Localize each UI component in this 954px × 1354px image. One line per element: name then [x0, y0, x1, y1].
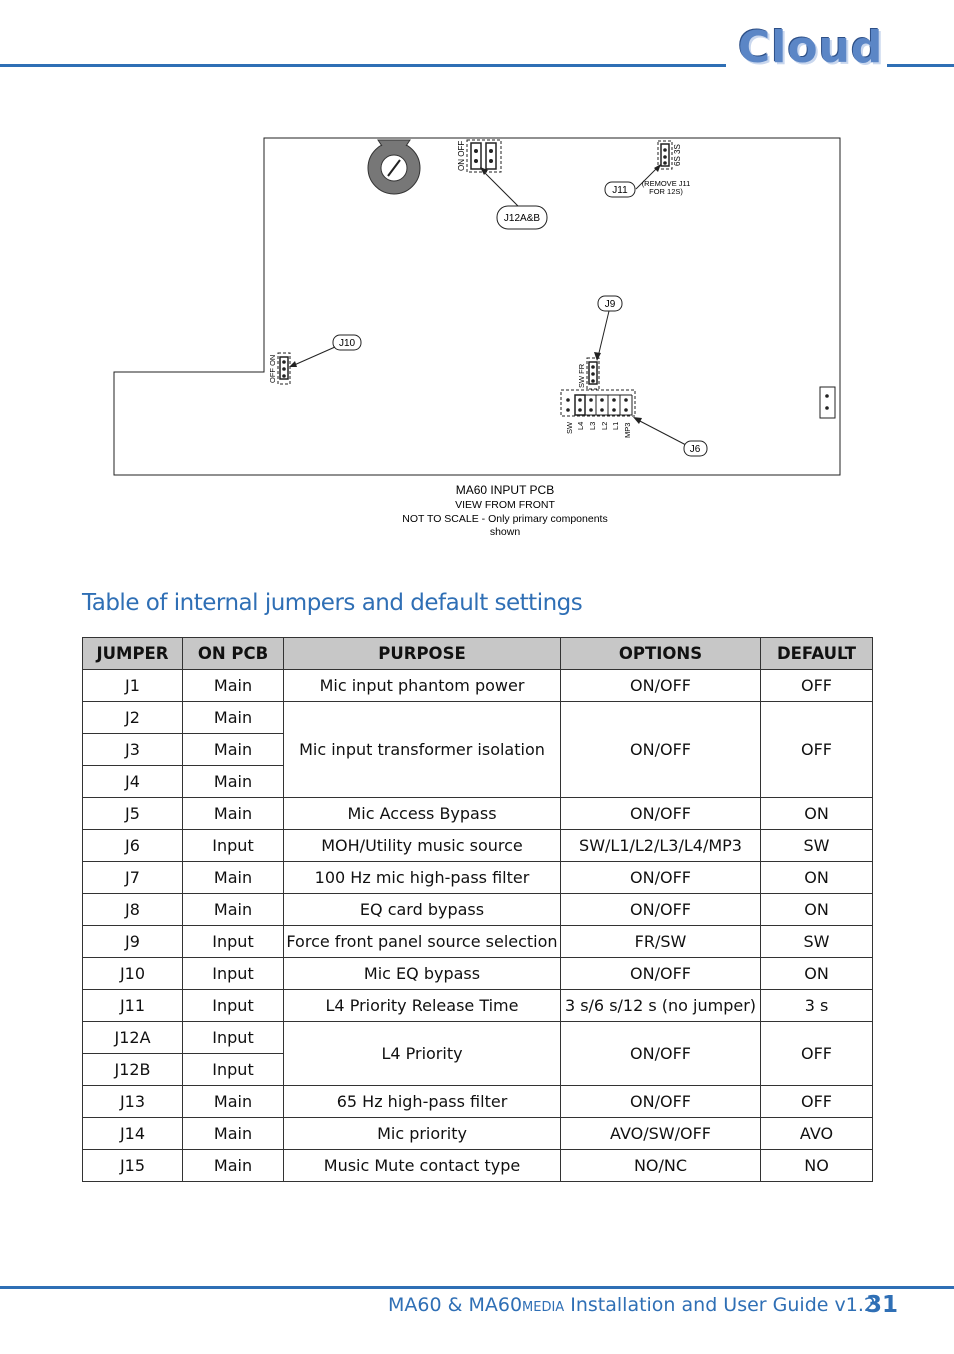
- table-row: [83, 1022, 873, 1054]
- j6-callout: J6: [689, 444, 701, 455]
- j6-pin-l3: L3: [588, 421, 597, 430]
- purpose-cell: MOH/Utility music source: [284, 830, 561, 862]
- default-cell: OFF: [761, 1086, 873, 1118]
- j12-switch-label: ON OFF: [457, 140, 466, 171]
- purpose-cell: 65 Hz high-pass filter: [284, 1086, 561, 1118]
- jumper-settings-table: [82, 637, 873, 1182]
- j11-options-label: 6S 3S: [673, 144, 682, 166]
- header-purpose: PURPOSE: [284, 638, 561, 670]
- table-row: [83, 1086, 873, 1118]
- pcb-cell: Main: [183, 766, 284, 798]
- default-cell: ON: [761, 798, 873, 830]
- pcb-diagram: [0, 0, 954, 560]
- footer-title-suffix: Installation and User Guide v1.2: [564, 1294, 876, 1316]
- default-cell: SW: [761, 830, 873, 862]
- jumper-cell: J8: [83, 894, 183, 926]
- options-cell: AVO/SW/OFF: [561, 1118, 761, 1150]
- j6-pin-l4: L4: [576, 421, 585, 430]
- table-row: [83, 894, 873, 926]
- jumper-cell: J10: [83, 958, 183, 990]
- options-cell: ON/OFF: [561, 798, 761, 830]
- pcb-cell: Input: [183, 926, 284, 958]
- potentiometer-icon: [368, 140, 420, 194]
- pcb-cell: Main: [183, 1086, 284, 1118]
- jumper-cell: J12B: [83, 1054, 183, 1086]
- j6-pin-sw: SW: [565, 421, 574, 434]
- default-cell: AVO: [761, 1118, 873, 1150]
- pcb-cell: Input: [183, 990, 284, 1022]
- j6-pin-l2: L2: [600, 421, 609, 430]
- default-cell: ON: [761, 862, 873, 894]
- pcb-cell: Input: [183, 958, 284, 990]
- jumper-cell: J6: [83, 830, 183, 862]
- table-row: [83, 830, 873, 862]
- pcb-cell: Input: [183, 1054, 284, 1086]
- pcb-cell: Input: [183, 830, 284, 862]
- table-header-row: [83, 638, 873, 670]
- jumper-cell: J3: [83, 734, 183, 766]
- page-number: 31: [866, 1292, 899, 1318]
- j6-pin-l1: L1: [611, 421, 620, 430]
- footer-title-prefix: MA60 & MA60: [388, 1294, 523, 1316]
- options-cell: ON/OFF: [561, 1022, 761, 1086]
- j9-options-label: SW FR: [577, 363, 586, 388]
- jumper-cell: J2: [83, 702, 183, 734]
- header-on-pcb: ON PCB: [183, 638, 284, 670]
- j11-jumper-block: [658, 141, 682, 169]
- j12-jumper-block: [457, 140, 501, 172]
- j11-callout: J11: [612, 185, 628, 196]
- table-row: [83, 1150, 873, 1182]
- purpose-cell: Mic Access Bypass: [284, 798, 561, 830]
- table-row: [83, 702, 873, 734]
- options-cell: ON/OFF: [561, 958, 761, 990]
- j9-callout: J9: [604, 299, 616, 310]
- purpose-cell: Force front panel source selection: [284, 926, 561, 958]
- pcb-cell: Input: [183, 1022, 284, 1054]
- jumper-cell: J14: [83, 1118, 183, 1150]
- diagram-caption-shown: shown: [489, 526, 521, 538]
- default-cell: OFF: [761, 1022, 873, 1086]
- pcb-outline: [114, 138, 840, 475]
- j6-jumper-block: [561, 390, 635, 438]
- jumper-cell: J1: [83, 670, 183, 702]
- default-cell: OFF: [761, 670, 873, 702]
- table-row: [83, 990, 873, 1022]
- options-cell: ON/OFF: [561, 1086, 761, 1118]
- jumper-cell: J4: [83, 766, 183, 798]
- purpose-cell: L4 Priority: [284, 1022, 561, 1086]
- pcb-cell: Main: [183, 1118, 284, 1150]
- purpose-cell: Mic input transformer isolation: [284, 702, 561, 798]
- pcb-cell: Main: [183, 798, 284, 830]
- jumper-cell: J7: [83, 862, 183, 894]
- options-cell: NO/NC: [561, 1150, 761, 1182]
- jumper-cell: J15: [83, 1150, 183, 1182]
- diagram-caption-view: VIEW FROM FRONT: [455, 499, 555, 511]
- purpose-cell: Mic input phantom power: [284, 670, 561, 702]
- default-cell: ON: [761, 894, 873, 926]
- table-row: [83, 798, 873, 830]
- purpose-cell: 100 Hz mic high-pass filter: [284, 862, 561, 894]
- j10-options-label: OFF ON: [268, 354, 277, 383]
- table-row: [83, 926, 873, 958]
- j11-note-line1: (REMOVE J11: [641, 179, 691, 188]
- j10-callout: J10: [338, 338, 356, 349]
- pcb-cell: Main: [183, 702, 284, 734]
- jumper-cell: J9: [83, 926, 183, 958]
- options-cell: ON/OFF: [561, 702, 761, 798]
- purpose-cell: Mic priority: [284, 1118, 561, 1150]
- default-cell: ON: [761, 958, 873, 990]
- pcb-cell: Main: [183, 894, 284, 926]
- header-default: DEFAULT: [761, 638, 873, 670]
- purpose-cell: Music Mute contact type: [284, 1150, 561, 1182]
- diagram-caption-title: MA60 INPUT PCB: [455, 483, 555, 497]
- table-row: [83, 862, 873, 894]
- table-row: [83, 958, 873, 990]
- default-cell: 3 s: [761, 990, 873, 1022]
- options-cell: 3 s/6 s/12 s (no jumper): [561, 990, 761, 1022]
- default-cell: NO: [761, 1150, 873, 1182]
- connector-icon: [820, 387, 835, 418]
- purpose-cell: EQ card bypass: [284, 894, 561, 926]
- j12-callout: J12A&B: [503, 213, 541, 224]
- options-cell: FR/SW: [561, 926, 761, 958]
- table-row: [83, 670, 873, 702]
- footer-title-small: MEDIA: [522, 1300, 565, 1315]
- options-cell: ON/OFF: [561, 894, 761, 926]
- default-cell: OFF: [761, 702, 873, 798]
- j6-pin-mp3: MP3: [623, 422, 632, 438]
- jumper-cell: J12A: [83, 1022, 183, 1054]
- footer-title: [388, 1294, 876, 1316]
- pcb-cell: Main: [183, 734, 284, 766]
- pcb-cell: Main: [183, 862, 284, 894]
- j10-jumper-block: [268, 353, 290, 384]
- pcb-cell: Main: [183, 670, 284, 702]
- default-cell: SW: [761, 926, 873, 958]
- options-cell: SW/L1/L2/L3/L4/MP3: [561, 830, 761, 862]
- pcb-cell: Main: [183, 1150, 284, 1182]
- section-title: Table of internal jumpers and default settings: [82, 590, 583, 616]
- jumper-cell: J13: [83, 1086, 183, 1118]
- cloud-logo: Cloud: [738, 22, 884, 73]
- header-jumper: JUMPER: [83, 638, 183, 670]
- jumper-cell: J11: [83, 990, 183, 1022]
- table-row: [83, 1118, 873, 1150]
- j11-note-line2: FOR 12S): [649, 187, 683, 196]
- options-cell: ON/OFF: [561, 670, 761, 702]
- jumper-cell: J5: [83, 798, 183, 830]
- diagram-caption-scale: NOT TO SCALE - Only primary components: [402, 513, 608, 525]
- options-cell: ON/OFF: [561, 862, 761, 894]
- footer-rule: [0, 1286, 954, 1289]
- purpose-cell: Mic EQ bypass: [284, 958, 561, 990]
- purpose-cell: L4 Priority Release Time: [284, 990, 561, 1022]
- j9-jumper-block: [577, 358, 599, 389]
- header-options: OPTIONS: [561, 638, 761, 670]
